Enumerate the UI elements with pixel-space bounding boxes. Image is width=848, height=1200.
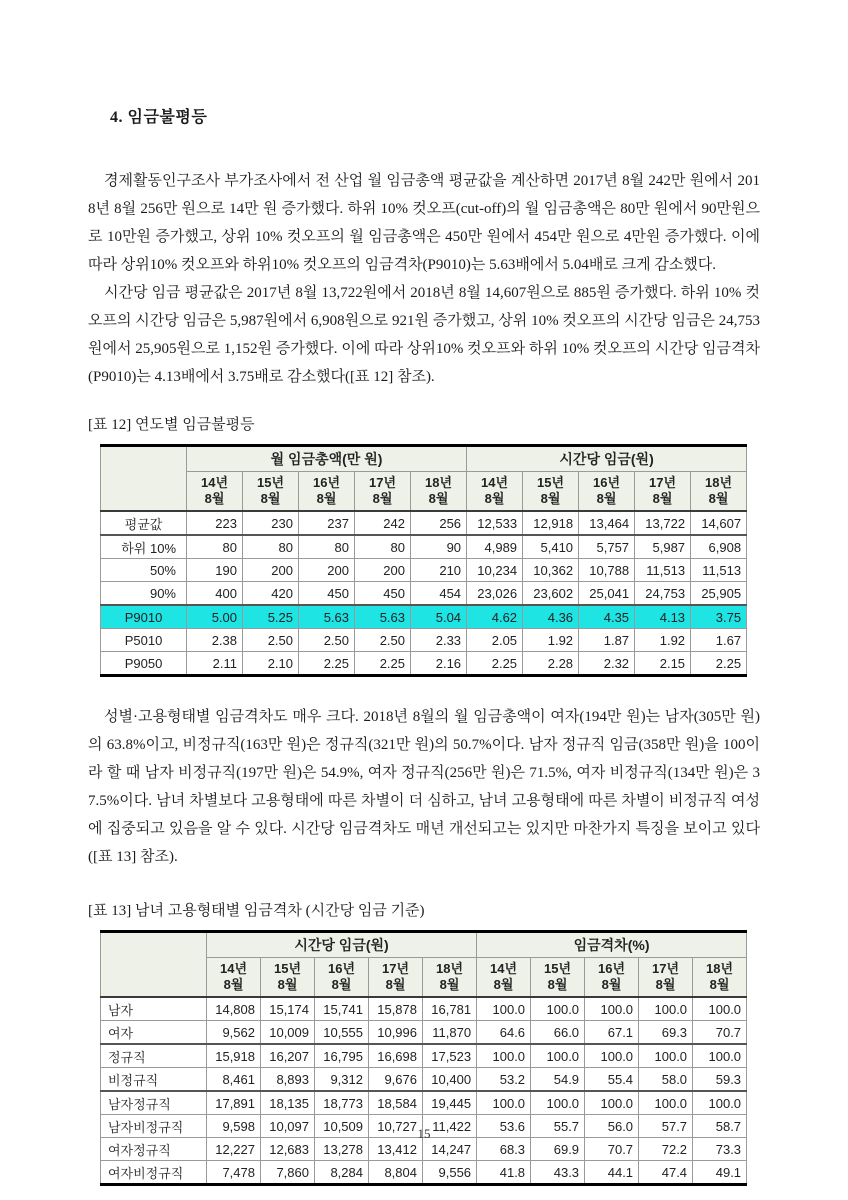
table-cell: 67.1 <box>585 1021 639 1045</box>
table-cell: 1.67 <box>691 629 747 652</box>
group-header: 시간당 임금(원) <box>207 932 477 958</box>
table-cell: 80 <box>355 535 411 559</box>
table-row <box>101 559 747 582</box>
group-header: 월 임금총액(만 원) <box>187 446 467 472</box>
table-cell: 5.25 <box>243 605 299 629</box>
table-cell: 10,509 <box>315 1115 369 1138</box>
table-cell: 55.7 <box>531 1115 585 1138</box>
table-cell: 2.33 <box>411 629 467 652</box>
table-row <box>101 1068 747 1092</box>
table-cell: 2.25 <box>467 652 523 676</box>
row-label: P9050 <box>101 652 187 676</box>
table-cell: 15,741 <box>315 997 369 1021</box>
table-cell: 8,461 <box>207 1068 261 1092</box>
paragraph-hourly-wage: 시간당 임금 평균값은 2017년 8월 13,722원에서 2018년 8월 14,607원으로 885원 증가했다. 하위 10% 컷오프의 시간당 임금은 5,987원에서 6,908원으로 921원 증가했고, 상위 10% 컷오프의 시간당 임금은 24,753원에서 25,905원으로 1,152원 증가했다. 이에 따라 상위10% 컷오프와 하위 10% 컷오프의 시간당 임금격차(P9010)는 4.13배에서 3.75배로 감소했다([표 12] 참조). <box>88 285 760 385</box>
table-cell: 2.25 <box>691 652 747 676</box>
table-cell: 100.0 <box>585 1091 639 1115</box>
table13-caption: [표 13] 남녀 고용형태별 임금격차 (시간당 임금 기준) <box>88 903 425 919</box>
table-cell: 58.7 <box>693 1115 747 1138</box>
table-cell: 210 <box>411 559 467 582</box>
table-cell: 64.6 <box>477 1021 531 1045</box>
table-cell: 5.04 <box>411 605 467 629</box>
year-header: 18년 8월 <box>423 958 477 998</box>
year-header: 15년 8월 <box>243 472 299 512</box>
row-label: 여자정규직 <box>101 1138 207 1161</box>
table-cell: 420 <box>243 582 299 606</box>
table-cell: 223 <box>187 511 243 535</box>
table-cell: 200 <box>299 559 355 582</box>
table-cell: 2.50 <box>355 629 411 652</box>
table-cell: 10,097 <box>261 1115 315 1138</box>
table-cell: 2.28 <box>523 652 579 676</box>
table-cell: 43.3 <box>531 1161 585 1185</box>
table-cell: 8,284 <box>315 1161 369 1185</box>
table-cell: 100.0 <box>585 997 639 1021</box>
table-cell: 66.0 <box>531 1021 585 1045</box>
year-header: 18년 8월 <box>693 958 747 998</box>
table-cell: 2.50 <box>299 629 355 652</box>
table-cell: 100.0 <box>531 997 585 1021</box>
row-label: 90% <box>101 582 187 606</box>
year-header: 16년 8월 <box>579 472 635 512</box>
table-header <box>101 446 747 512</box>
table-cell: 4.35 <box>579 605 635 629</box>
table-cell: 54.9 <box>531 1068 585 1092</box>
table-cell: 9,676 <box>369 1068 423 1092</box>
table-cell: 15,174 <box>261 997 315 1021</box>
table-cell: 25,905 <box>691 582 747 606</box>
table-cell: 80 <box>243 535 299 559</box>
table-cell: 100.0 <box>639 997 693 1021</box>
table-cell: 58.0 <box>639 1068 693 1092</box>
table-cell: 49.1 <box>693 1161 747 1185</box>
year-header: 17년 8월 <box>369 958 423 998</box>
table-cell: 8,893 <box>261 1068 315 1092</box>
table-cell: 19,445 <box>423 1091 477 1115</box>
table-cell: 5,757 <box>579 535 635 559</box>
table-cell: 12,918 <box>523 511 579 535</box>
table-row <box>101 605 747 629</box>
table-cell: 13,722 <box>635 511 691 535</box>
table-cell: 2.25 <box>355 652 411 676</box>
table-cell: 9,312 <box>315 1068 369 1092</box>
table-cell: 11,422 <box>423 1115 477 1138</box>
table-row <box>101 511 747 535</box>
year-header: 15년 8월 <box>523 472 579 512</box>
table-cell: 100.0 <box>693 997 747 1021</box>
table-cell: 13,464 <box>579 511 635 535</box>
table-cell: 13,412 <box>369 1138 423 1161</box>
table-cell: 15,918 <box>207 1044 261 1068</box>
paragraph-wage-total: 경제활동인구조사 부가조사에서 전 산업 월 임금총액 평균값을 계산하면 2017년 8월 242만 원에서 2018년 8월 256만 원으로 14만 원 증가했다. 하위 10% 컷오프(cut-off)의 월 임금총액은 80만 원에서 90만원으로 10만원 증가했고, 상위 10% 컷오프의 월 임금총액은 450만 원에서 454만 원으로 4만원 증가했다. 이에 따라 상위10% 컷오프와 하위10% 컷오프의 임금격차(P9010)는 5.63배에서 5.04배로 크게 감소했다. <box>88 173 760 273</box>
table-cell: 5.63 <box>355 605 411 629</box>
table-cell: 80 <box>187 535 243 559</box>
table-cell: 2.10 <box>243 652 299 676</box>
table-row <box>101 1044 747 1068</box>
table-cell: 5.00 <box>187 605 243 629</box>
row-label: 남자 <box>101 997 207 1021</box>
row-label: 남자정규직 <box>101 1091 207 1115</box>
table-cell: 11,513 <box>635 559 691 582</box>
table-cell: 10,555 <box>315 1021 369 1045</box>
table-row <box>101 535 747 559</box>
table-cell: 2.05 <box>467 629 523 652</box>
table-cell: 1.92 <box>523 629 579 652</box>
table-cell: 100.0 <box>639 1044 693 1068</box>
table-cell: 55.4 <box>585 1068 639 1092</box>
table-cell: 10,727 <box>369 1115 423 1138</box>
table-cell: 68.3 <box>477 1138 531 1161</box>
table-cell: 2.32 <box>579 652 635 676</box>
table-cell: 2.15 <box>635 652 691 676</box>
table-header <box>101 932 747 998</box>
table-cell: 2.11 <box>187 652 243 676</box>
table-row <box>101 652 747 676</box>
table-cell: 2.50 <box>243 629 299 652</box>
row-label: P9010 <box>101 605 187 629</box>
table-cell: 454 <box>411 582 467 606</box>
table-cell: 10,400 <box>423 1068 477 1092</box>
year-header: 18년 8월 <box>691 472 747 512</box>
year-header: 16년 8월 <box>315 958 369 998</box>
page-number: 15 <box>417 1126 431 1141</box>
table-cell: 47.4 <box>639 1161 693 1185</box>
table-cell: 69.9 <box>531 1138 585 1161</box>
table-cell: 12,227 <box>207 1138 261 1161</box>
table-cell: 190 <box>187 559 243 582</box>
table-cell: 10,788 <box>579 559 635 582</box>
table-cell: 23,026 <box>467 582 523 606</box>
table-cell: 69.3 <box>639 1021 693 1045</box>
table-cell: 100.0 <box>531 1044 585 1068</box>
table-cell: 2.38 <box>187 629 243 652</box>
year-header: 17년 8월 <box>355 472 411 512</box>
table-row <box>101 1021 747 1045</box>
table-cell: 11,513 <box>691 559 747 582</box>
table-cell: 9,598 <box>207 1115 261 1138</box>
table-cell: 450 <box>355 582 411 606</box>
year-header: 17년 8월 <box>639 958 693 998</box>
group-header: 시간당 임금(원) <box>467 446 747 472</box>
table-cell: 12,533 <box>467 511 523 535</box>
table-cell: 57.7 <box>639 1115 693 1138</box>
table-cell: 10,996 <box>369 1021 423 1045</box>
table-cell: 242 <box>355 511 411 535</box>
table-cell: 256 <box>411 511 467 535</box>
table-cell: 100.0 <box>477 1091 531 1115</box>
table-cell: 23,602 <box>523 582 579 606</box>
table-cell: 90 <box>411 535 467 559</box>
table-cell: 100.0 <box>477 997 531 1021</box>
table-cell: 13,278 <box>315 1138 369 1161</box>
row-label: 50% <box>101 559 187 582</box>
table-cell: 53.2 <box>477 1068 531 1092</box>
corner-cell <box>101 446 187 512</box>
table-cell: 59.3 <box>693 1068 747 1092</box>
year-header: 14년 8월 <box>187 472 243 512</box>
row-label: 여자 <box>101 1021 207 1045</box>
year-header: 16년 8월 <box>299 472 355 512</box>
table-cell: 3.75 <box>691 605 747 629</box>
table-cell: 14,247 <box>423 1138 477 1161</box>
table-cell: 100.0 <box>531 1091 585 1115</box>
table-cell: 73.3 <box>693 1138 747 1161</box>
year-header: 15년 8월 <box>261 958 315 998</box>
row-label: 정규직 <box>101 1044 207 1068</box>
table-cell: 12,683 <box>261 1138 315 1161</box>
table-cell: 2.16 <box>411 652 467 676</box>
table-cell: 450 <box>299 582 355 606</box>
table-cell: 17,523 <box>423 1044 477 1068</box>
table-cell: 2.25 <box>299 652 355 676</box>
table-cell: 7,478 <box>207 1161 261 1185</box>
table-cell: 10,234 <box>467 559 523 582</box>
table-cell: 10,362 <box>523 559 579 582</box>
table-cell: 44.1 <box>585 1161 639 1185</box>
table-cell: 53.6 <box>477 1115 531 1138</box>
table-cell: 80 <box>299 535 355 559</box>
table-cell: 100.0 <box>585 1044 639 1068</box>
table-cell: 4.13 <box>635 605 691 629</box>
table-cell: 4.36 <box>523 605 579 629</box>
year-header: 17년 8월 <box>635 472 691 512</box>
table-cell: 16,781 <box>423 997 477 1021</box>
header-group-row <box>101 932 747 958</box>
table-cell: 237 <box>299 511 355 535</box>
table-cell: 16,698 <box>369 1044 423 1068</box>
table-cell: 4,989 <box>467 535 523 559</box>
table-row <box>101 1091 747 1115</box>
year-header: 18년 8월 <box>411 472 467 512</box>
table-gender-employment-wage-gap <box>100 930 747 1186</box>
year-header: 14년 8월 <box>207 958 261 998</box>
table-cell: 100.0 <box>693 1044 747 1068</box>
table-cell: 100.0 <box>693 1091 747 1115</box>
table-cell: 5.63 <box>299 605 355 629</box>
table-cell: 4.62 <box>467 605 523 629</box>
table-cell: 1.87 <box>579 629 635 652</box>
table-cell: 9,556 <box>423 1161 477 1185</box>
table-cell: 100.0 <box>639 1091 693 1115</box>
table-cell: 72.2 <box>639 1138 693 1161</box>
table-row <box>101 629 747 652</box>
table-cell: 1.92 <box>635 629 691 652</box>
year-header: 16년 8월 <box>585 958 639 998</box>
table-cell: 25,041 <box>579 582 635 606</box>
table-cell: 70.7 <box>585 1138 639 1161</box>
paragraph-gender-gap: 성별·고용형태별 임금격차도 매우 크다. 2018년 8월의 월 임금총액이 여자(194만 원)는 남자(305만 원)의 63.8%이고, 비정규직(163만 원)은 정규직(321만 원)의 50.7%이다. 남자 정규직 임금(358만 원)을 100이라 할 때 남자 비정규직(197만 원)은 54.9%, 여자 정규직(256만 원)은 71.5%, 여자 비정규직(134만 원)은 37.5%이다. 남녀 차별보다 고용형태에 따른 차별이 더 심하고, 남녀 고용형태에 따른 차별이 비정규직 여성에 집중되고 있음을 알 수 있다. 시간당 임금격차도 매년 개선되고는 있지만 마찬가지 특징을 보이고 있다([표 13] 참조). <box>88 709 760 865</box>
table-cell: 8,804 <box>369 1161 423 1185</box>
header-group-row <box>101 446 747 472</box>
table12-caption: [표 12] 연도별 임금불평등 <box>88 417 255 433</box>
row-label: 평균값 <box>101 511 187 535</box>
table-cell: 230 <box>243 511 299 535</box>
table-yearly-wage-inequality <box>100 444 747 677</box>
table-cell: 200 <box>355 559 411 582</box>
table-cell: 6,908 <box>691 535 747 559</box>
row-label: 남자비정규직 <box>101 1115 207 1138</box>
table-cell: 15,878 <box>369 997 423 1021</box>
row-label: P5010 <box>101 629 187 652</box>
table-row <box>101 997 747 1021</box>
group-header: 임금격차(%) <box>477 932 747 958</box>
row-label: 여자비정규직 <box>101 1161 207 1185</box>
table-cell: 9,562 <box>207 1021 261 1045</box>
year-header: 14년 8월 <box>477 958 531 998</box>
row-label: 하위 10% <box>101 535 187 559</box>
corner-cell <box>101 932 207 998</box>
table-cell: 100.0 <box>477 1044 531 1068</box>
table-cell: 17,891 <box>207 1091 261 1115</box>
table-cell: 56.0 <box>585 1115 639 1138</box>
table-cell: 16,207 <box>261 1044 315 1068</box>
year-header: 15년 8월 <box>531 958 585 998</box>
table-cell: 200 <box>243 559 299 582</box>
table-cell: 5,410 <box>523 535 579 559</box>
table-cell: 11,870 <box>423 1021 477 1045</box>
table-cell: 14,607 <box>691 511 747 535</box>
table-body <box>101 511 747 676</box>
table-body <box>101 997 747 1185</box>
table-cell: 18,584 <box>369 1091 423 1115</box>
table-cell: 70.7 <box>693 1021 747 1045</box>
table-cell: 18,773 <box>315 1091 369 1115</box>
table-cell: 41.8 <box>477 1161 531 1185</box>
table-row <box>101 582 747 606</box>
table-cell: 14,808 <box>207 997 261 1021</box>
section-heading: 4. 임금불평등 <box>110 109 208 126</box>
table-cell: 7,860 <box>261 1161 315 1185</box>
year-header: 14년 8월 <box>467 472 523 512</box>
table-cell: 5,987 <box>635 535 691 559</box>
table-cell: 18,135 <box>261 1091 315 1115</box>
table-cell: 24,753 <box>635 582 691 606</box>
row-label: 비정규직 <box>101 1068 207 1092</box>
table-cell: 400 <box>187 582 243 606</box>
header-year-row <box>101 472 747 512</box>
table-row <box>101 1161 747 1185</box>
table-cell: 10,009 <box>261 1021 315 1045</box>
table-cell: 16,795 <box>315 1044 369 1068</box>
